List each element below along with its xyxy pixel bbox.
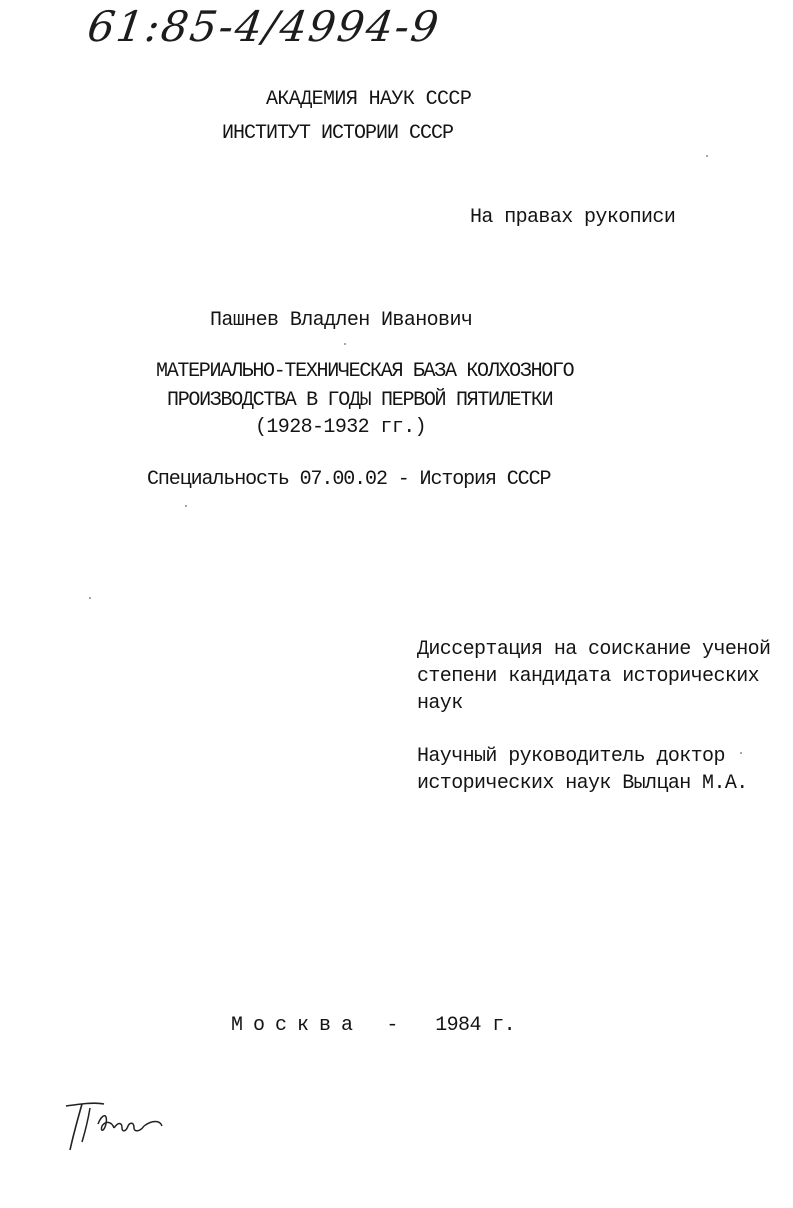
place-year <box>231 1012 515 1040</box>
title-line-3: (1928-1932 гг.) <box>255 416 427 439</box>
manuscript-rights: На правах рукописи <box>470 206 676 229</box>
scan-speck <box>706 155 708 157</box>
signature <box>60 1098 170 1158</box>
supervisor-line-1: Научный руководитель доктор <box>417 745 725 768</box>
specialty: Специальность 07.00.02 - История СССР <box>147 468 551 491</box>
scan-speck <box>185 505 187 507</box>
dissertation-line-2: степени кандидата исторических <box>417 665 760 688</box>
archive-number: 61:85-4/4994-9 <box>84 2 444 51</box>
scan-speck <box>344 343 346 345</box>
scan-speck <box>740 752 742 754</box>
dissertation-line-3: наук <box>417 692 463 715</box>
author-name: Пашнев Владлен Иванович <box>210 309 473 332</box>
city: Москва <box>231 1014 364 1037</box>
dash: - <box>386 1014 398 1037</box>
title-line-2: ПРОИЗВОДСТВА В ГОДЫ ПЕРВОЙ ПЯТИЛЕТКИ <box>167 389 553 412</box>
scan-speck <box>89 597 91 599</box>
dissertation-line-1: Диссертация на соискание ученой <box>417 638 771 661</box>
institution-line-2: ИНСТИТУТ ИСТОРИИ СССР <box>222 122 454 145</box>
institution-line-1: АКАДЕМИЯ НАУК СССР <box>266 88 472 111</box>
supervisor-line-2: исторических наук Вылцан М.А. <box>417 772 748 795</box>
year: 1984 г. <box>435 1014 516 1037</box>
title-line-1: МАТЕРИАЛЬНО-ТЕХНИЧЕСКАЯ БАЗА КОЛХОЗНОГО <box>156 360 574 383</box>
